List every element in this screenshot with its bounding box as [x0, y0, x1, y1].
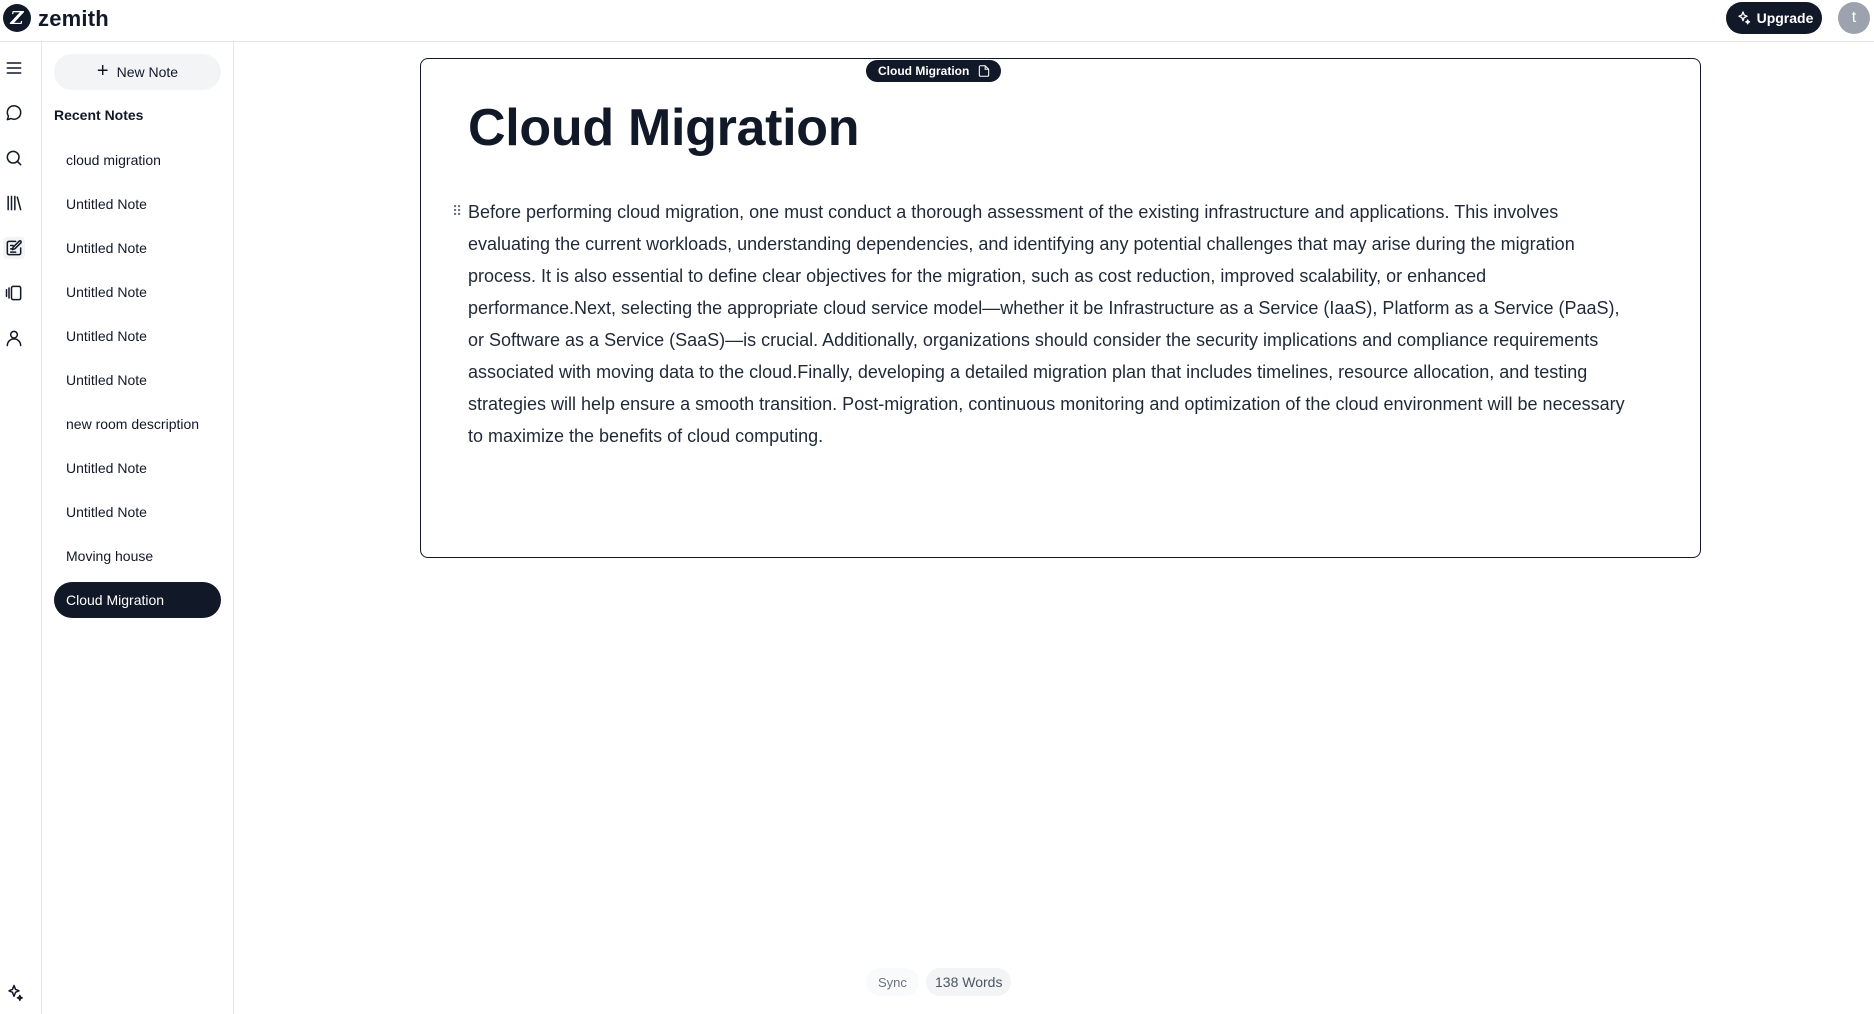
note-list-item[interactable]: Untitled Note [66, 372, 147, 388]
note-list-item[interactable]: Moving house [66, 548, 154, 564]
notes-sidebar [42, 42, 234, 1014]
note-list-item[interactable]: Untitled Note [66, 328, 147, 344]
recent-notes-list [54, 142, 221, 626]
library-icon[interactable] [3, 192, 25, 214]
note-list-item[interactable]: cloud migration [66, 152, 161, 168]
sparkle-icon[interactable] [3, 982, 25, 1004]
note-list-item[interactable]: Untitled Note [66, 504, 147, 520]
document-icon [977, 64, 991, 78]
plus-icon: + [96, 60, 109, 82]
note-body[interactable]: Before performing cloud migration, one must conduct a thorough assessment of the existing infrastructure and applications. This involves evaluating the current workloads, understanding dependencies, and identifying any potential challenges that may arise during the migration process. It is also essential to define clear objectives for the migration, such as cost reduction, improved scalability, or enhanced performance.Next, selecting the appropriate cloud service model—whether it be Infrastructure as a Service (IaaS), Platform as a Service (PaaS), or Software as a Service (SaaS)—is crucial. Additionally, organizations should consider the security implications and compliance requirements associated with moving data to the cloud.Finally, developing a detailed migration plan that includes timelines, resource allocation, and testing strategies will help ensure a smooth transition. Post-migration, continuous monitoring and optimization of the cloud environment will be necessary to maximize the benefits of cloud computing. [468, 202, 1625, 446]
note-list-item[interactable]: Untitled Note [66, 460, 147, 476]
chat-icon[interactable] [3, 102, 25, 124]
user-icon[interactable] [3, 327, 25, 349]
cards-icon[interactable] [3, 282, 25, 304]
drag-handle-icon[interactable]: ⠿ [452, 203, 463, 219]
sparkle-icon [1735, 10, 1751, 26]
sync-button[interactable]: Sync [866, 968, 919, 996]
word-count-badge: 138 Words [926, 968, 1011, 996]
top-bar [0, 0, 1874, 42]
note-list-item[interactable]: Untitled Note [66, 284, 147, 300]
note-tag[interactable] [866, 60, 1001, 82]
recent-notes-heading: Recent Notes [54, 107, 144, 123]
app-name: zemith [38, 6, 109, 31]
note-title[interactable]: Cloud Migration [468, 99, 860, 157]
user-avatar[interactable]: t [1838, 2, 1870, 34]
icon-rail [0, 42, 42, 1014]
note-list-item[interactable]: new room description [66, 416, 200, 432]
note-tag-label: Cloud Migration [878, 64, 970, 78]
note-list-item[interactable]: Untitled Note [66, 196, 147, 212]
upgrade-button[interactable] [1726, 2, 1822, 34]
upgrade-label: Upgrade [1756, 10, 1814, 26]
note-list-item[interactable]: Cloud Migration [54, 582, 221, 618]
new-note-button[interactable] [54, 54, 221, 90]
notes-icon[interactable] [3, 237, 25, 259]
menu-icon[interactable] [3, 57, 25, 79]
new-note-label: New Note [116, 64, 179, 80]
search-icon[interactable] [3, 147, 25, 169]
note-list-item[interactable]: Untitled Note [66, 240, 147, 256]
zemith-logo-icon[interactable]: Z [3, 4, 31, 32]
